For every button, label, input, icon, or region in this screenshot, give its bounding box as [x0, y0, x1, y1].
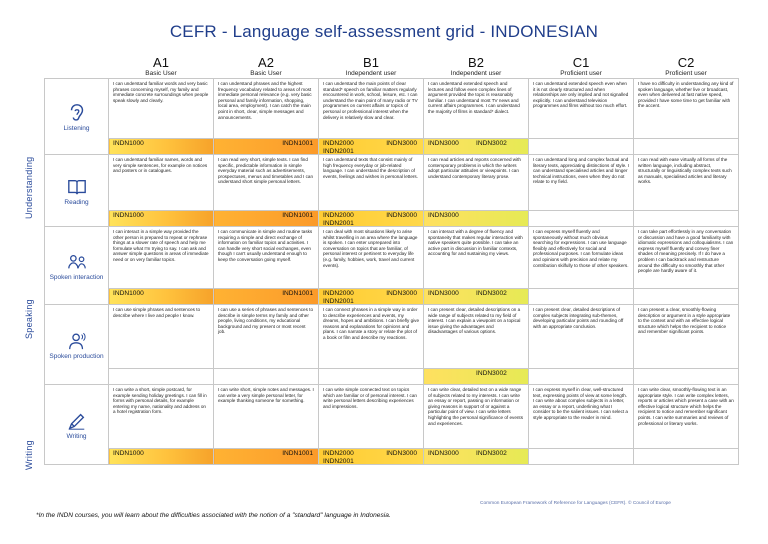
skill-row	[45, 79, 739, 139]
course-cell	[214, 139, 319, 155]
course-cell	[214, 211, 319, 227]
skill-cell	[45, 155, 109, 227]
descriptor-cell: I can understand the main points of clear standard* speech on familiar matters regularly encountered in work, school, leisure, etc. I can understand the main point of many radio or TV programmes on current affairs or topics of personal or professional interest when the delivery is relatively slow and clear.	[319, 79, 424, 139]
course-code: INDN3002	[476, 290, 507, 297]
band-understanding: Understanding	[24, 156, 34, 220]
course-code: INDN3000	[428, 140, 459, 147]
skill-row	[45, 305, 739, 369]
descriptor-cell: I can read articles and reports concerned with contemporary problems in which the writers adopt particular attitudes or viewpoints. I can understand contemporary literary prose.	[424, 155, 529, 211]
course-code: INDN3002	[476, 450, 507, 457]
course-code: INDN1000	[113, 450, 144, 457]
course-cell	[319, 211, 424, 227]
course-cell	[109, 139, 214, 155]
page-title: CEFR - Language self-assessment grid - INDONESIAN	[169, 22, 599, 41]
course-cell	[319, 369, 424, 385]
course-cell	[634, 369, 739, 385]
descriptor-cell: I can read with ease virtually all forms of the written language, including abstract, structurally or linguistically complex texts such as manuals, specialised articles and literary works.	[634, 155, 739, 211]
course-code: INDN3000	[386, 290, 417, 297]
course-code: INDN1000	[113, 212, 144, 219]
course-code: INDN3000	[428, 212, 459, 219]
course-code: INDN1001	[282, 140, 313, 147]
course-code: INDN3002	[476, 140, 507, 147]
course-cell	[529, 369, 634, 385]
course-code: INDN2000 INDN2001	[323, 140, 354, 155]
course-cell	[214, 449, 319, 465]
course-row	[45, 211, 739, 227]
descriptor-cell: I can read very short, simple texts. I can find specific, predictable information in simple everyday material such as advertisements, prospectuses, menus and timetables and I can understand short simple personal letters.	[214, 155, 319, 211]
course-cell	[634, 139, 739, 155]
descriptor-cell: I can communicate in simple and routine tasks requiring a simple and direct exchange of information on familiar topics and activities. I can handle very short social exchanges, even though I can't usually understand enough to keep the conversation going myself.	[214, 227, 319, 289]
course-code: INDN3000	[428, 450, 459, 457]
skill-label: Writing	[66, 432, 87, 440]
course-code: INDN2000 INDN2001	[323, 212, 354, 227]
descriptor-cell: I can use a series of phrases and sentences to describe in simple terms my family and other people, living conditions, my educational background and my present or most recent job.	[214, 305, 319, 369]
descriptor-cell: I can write clear, detailed text on a wide range of subjects related to my interests. I can write an essay or report, passing on information or giving reasons in support of or against a particular point of view. I can write letters highlighting the personal significance of events and experiences.	[424, 385, 529, 449]
course-code: INDN1000	[113, 140, 144, 147]
descriptor-cell: I can understand texts that consist mainly of high frequency everyday or job-related language. I can understand the description of events, feelings and wishes in personal letters.	[319, 155, 424, 211]
skill-label: Listening	[63, 124, 90, 132]
pencil-icon	[66, 411, 88, 431]
course-code: INDN2000 INDN2001	[323, 450, 354, 465]
course-row	[45, 449, 739, 465]
course-cell	[214, 369, 319, 385]
course-row	[45, 369, 739, 385]
course-code: INDN3000	[386, 450, 417, 457]
footnote: *In the INDN courses, you will learn about the difficulties associated with the notion of a "standard" language in Indonesia.	[36, 512, 391, 519]
assessment-grid	[44, 56, 739, 465]
level-header-c1: C1 Proficient user	[560, 55, 602, 77]
level-header-a1: A1 Basic User	[145, 55, 177, 77]
descriptor-cell: I can write simple connected text on topics which are familiar or of personal interest. I can write personal letters describing experiences and impressions.	[319, 385, 424, 449]
course-cell	[319, 289, 424, 305]
course-row	[45, 139, 739, 155]
skill-label: Spoken production	[49, 352, 104, 360]
descriptor-cell: I can write a short, simple postcard, for example sending holiday greetings. I can fill in forms with personal details, for example entering my name, nationality and address on a hotel registration form.	[109, 385, 214, 449]
descriptor-cell: I can use simple phrases and sentences to describe where I live and people I know.	[109, 305, 214, 369]
course-code: INDN3000	[386, 212, 417, 219]
descriptor-cell: I can express myself in clear, well-structured text, expressing points of view at some length. I can write about complex subjects in a letter, an essay or a report, underlining what I consider to be the salient issues. I can select a style appropriate to the reader in mind.	[529, 385, 634, 449]
level-header-b2: B2 Independent user	[450, 55, 502, 77]
descriptor-cell: I can write clear, smoothly-flowing text in an appropriate style. I can write complex letters, reports or articles which present a case with an effective logical structure which helps the recipient to notice and remember significant points. I can write summaries and reviews of professional or literary works.	[634, 385, 739, 449]
course-code: INDN3002	[476, 370, 507, 377]
course-cell	[529, 449, 634, 465]
copyright-note: Common European Framework of Reference for Languages (CEFR). © Council of Europe	[480, 501, 671, 506]
descriptor-cell: I can understand familiar words and very basic phrases concerning myself, my family and immediate concrete surroundings when people speak slowly and clearly.	[109, 79, 214, 139]
speaker-icon	[66, 331, 88, 351]
course-cell	[319, 139, 424, 155]
descriptor-cell: I can understand phrases and the highest frequency vocabulary related to areas of most immediate personal relevance (e.g. very basic personal and family information, shopping, local area, employment). I can catch the main point in short, clear, simple messages and announcements.	[214, 79, 319, 139]
descriptor-cell: I can take part effortlessly in any conversation or discussion and have a good familiarity with idiomatic expressions and colloquialisms. I can express myself fluently and convey finer shades of meaning precisely. If I do have a problem I can backtrack and restructure around the difficulty so smoothly that other people are hardly aware of it.	[634, 227, 739, 289]
ear-icon	[66, 103, 88, 123]
course-code: INDN1000	[113, 290, 144, 297]
skill-label: Reading	[64, 198, 89, 206]
course-cell	[109, 289, 214, 305]
corner-cell	[45, 56, 109, 79]
level-header-c2: C2 Proficient user	[665, 55, 707, 77]
course-cell	[529, 139, 634, 155]
course-code: INDN2000 INDN2001	[323, 290, 354, 305]
course-cell	[634, 211, 739, 227]
skill-label: Spoken interaction	[49, 273, 104, 281]
skill-cell	[45, 79, 109, 155]
skill-cell	[45, 305, 109, 385]
course-code: INDN1001	[282, 450, 313, 457]
course-cell	[424, 211, 529, 227]
descriptor-cell: I can understand extended speech and lectures and follow even complex lines of argument provided the topic is reasonably familiar. I can understand most TV news and current affairs programmes. I can understand the majority of films in standard* dialect.	[424, 79, 529, 139]
course-cell	[529, 211, 634, 227]
level-header-a2: A2 Basic User	[250, 55, 282, 77]
level-header-b1: B1 Independent user	[345, 55, 397, 77]
course-cell	[424, 289, 529, 305]
descriptor-cell: I can present clear, detailed descriptions on a wide range of subjects related to my field of interest. I can explain a viewpoint on a topical issue giving the advantages and disadvantages of various options.	[424, 305, 529, 369]
course-code: INDN1001	[282, 290, 313, 297]
course-row	[45, 289, 739, 305]
band-speaking: Speaking	[24, 299, 34, 339]
descriptor-cell: I can express myself fluently and spontaneously without much obvious searching for expressions. I can use language flexibly and effectively for social and professional purposes. I can formulate ideas and opinions with precision and relate my contribution skilfully to those of other speakers.	[529, 227, 634, 289]
course-cell	[424, 369, 529, 385]
course-code: INDN3000	[428, 290, 459, 297]
course-cell	[214, 289, 319, 305]
course-cell	[424, 139, 529, 155]
course-cell	[109, 211, 214, 227]
descriptor-cell: I can understand long and complex factual and literary texts, appreciating distinctions of style. I can understand specialised articles and longer technical instructions, even when they do not relate to my field.	[529, 155, 634, 211]
descriptor-cell: I can understand familiar names, words and very simple sentences, for example on notices and posters or in catalogues.	[109, 155, 214, 211]
skill-row	[45, 155, 739, 211]
descriptor-cell: I can deal with most situations likely to arise whilst travelling in an area where the language is spoken. I can enter unprepared into conversation on topics that are familiar, of personal interest or pertinent to everyday life (e.g. family, hobbies, work, travel and current events).	[319, 227, 424, 289]
descriptor-cell: I can understand extended speech even when it is not clearly structured and when relationships are only implied and not signalled explicitly. I can understand television programmes and films without too much effort.	[529, 79, 634, 139]
descriptor-cell: I can connect phrases in a simple way in order to describe experiences and events, my dreams, hopes and ambitions. I can briefly give reasons and explanations for opinions and plans. I can narrate a story or relate the plot of a book or film and describe my reactions.	[319, 305, 424, 369]
book-icon	[66, 177, 88, 197]
course-cell	[319, 449, 424, 465]
skill-row	[45, 227, 739, 289]
descriptor-cell: I can present clear, detailed descriptions of complex subjects integrating sub-themes, developing particular points and rounding off with an appropriate conclusion.	[529, 305, 634, 369]
course-cell	[424, 449, 529, 465]
course-cell	[634, 449, 739, 465]
skill-row	[45, 385, 739, 449]
course-cell	[529, 289, 634, 305]
descriptor-cell: I can present a clear, smoothly-flowing description or argument in a style appropriate to the context and with an effective logical structure which helps the recipient to notice and remember significant points.	[634, 305, 739, 369]
descriptor-cell: I can interact in a simple way provided the other person is prepared to repeat or rephrase things at a slower rate of speech and help me formulate what I'm trying to say. I can ask and answer simple questions in areas of immediate need or on very familiar topics.	[109, 227, 214, 289]
course-cell	[634, 289, 739, 305]
dialogue-icon	[66, 252, 88, 272]
skill-cell	[45, 227, 109, 305]
course-code: INDN1001	[282, 212, 313, 219]
descriptor-cell: I can interact with a degree of fluency and spontaneity that makes regular interaction with native speakers quite possible. I can take an active part in discussion in familiar contexts, accounting for and sustaining my views.	[424, 227, 529, 289]
course-cell	[109, 449, 214, 465]
descriptor-cell: I can write short, simple notes and messages. I can write a very simple personal letter, for example thanking someone for something.	[214, 385, 319, 449]
band-writing: Writing	[24, 440, 34, 470]
descriptor-cell: I have no difficulty in understanding any kind of spoken language, whether live or broadcast, even when delivered at fast native speed, provided I have some time to get familiar with the accent.	[634, 79, 739, 139]
skill-cell	[45, 385, 109, 465]
course-cell	[109, 369, 214, 385]
level-header-row	[45, 56, 739, 79]
course-code: INDN3000	[386, 140, 417, 147]
